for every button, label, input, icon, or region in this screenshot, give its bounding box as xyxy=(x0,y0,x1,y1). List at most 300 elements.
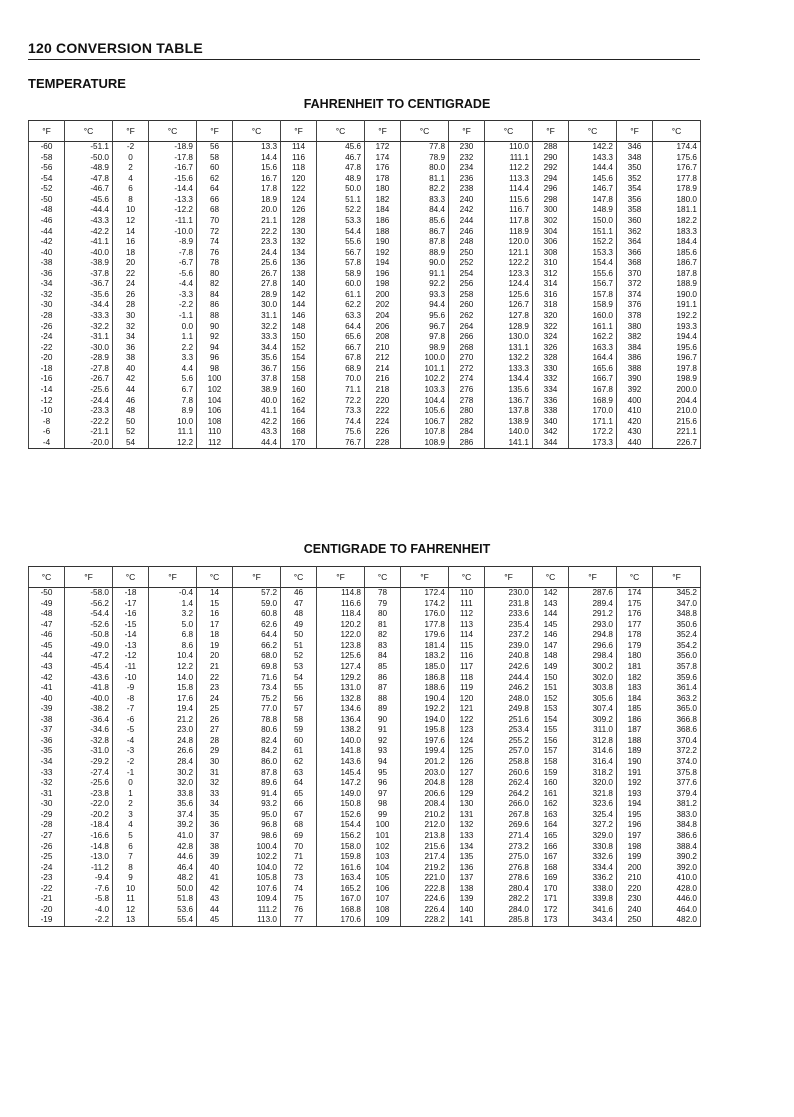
anchor-cell: 210 xyxy=(617,873,653,884)
anchor-cell: 270 xyxy=(449,353,485,364)
anchor-cell: 53 xyxy=(281,662,317,673)
anchor-cell: -21 xyxy=(29,894,65,905)
value-cell: 186.8 xyxy=(401,673,449,684)
value-cell: -31.0 xyxy=(65,746,113,757)
anchor-cell: 109 xyxy=(365,915,401,926)
anchor-cell: 62 xyxy=(281,757,317,768)
anchor-cell: -48 xyxy=(29,205,65,216)
value-cell: -54.4 xyxy=(65,609,113,620)
column-header: °C xyxy=(149,121,197,142)
value-cell: 354.2 xyxy=(653,641,701,652)
value-cell: -13.0 xyxy=(65,852,113,863)
anchor-cell: 168 xyxy=(281,427,317,438)
anchor-cell: -24 xyxy=(29,863,65,874)
value-cell: 183.3 xyxy=(653,227,701,238)
value-cell: -15.6 xyxy=(149,174,197,185)
anchor-cell: -60 xyxy=(29,142,65,153)
anchor-cell: 256 xyxy=(449,279,485,290)
value-cell: 140.0 xyxy=(317,736,365,747)
value-cell: 282.2 xyxy=(485,894,533,905)
anchor-cell: 62 xyxy=(197,174,233,185)
value-cell: 100.4 xyxy=(233,842,281,853)
value-cell: 124.4 xyxy=(485,279,533,290)
table-row xyxy=(29,820,701,831)
anchor-cell: 24 xyxy=(197,694,233,705)
anchor-cell: 32 xyxy=(197,778,233,789)
value-cell: 145.4 xyxy=(317,768,365,779)
anchor-cell: 80 xyxy=(365,609,401,620)
value-cell: 15.8 xyxy=(149,683,197,694)
anchor-cell: 100 xyxy=(365,820,401,831)
value-cell: 39.2 xyxy=(149,820,197,831)
value-cell: 148.9 xyxy=(569,205,617,216)
value-cell: -7.8 xyxy=(149,248,197,259)
table-row xyxy=(29,248,701,259)
anchor-cell: 96 xyxy=(365,778,401,789)
value-cell: 46.7 xyxy=(317,153,365,164)
value-cell: 357.8 xyxy=(653,662,701,673)
value-cell: 131.0 xyxy=(317,683,365,694)
value-cell: 44.6 xyxy=(149,852,197,863)
value-cell: 56.7 xyxy=(317,248,365,259)
value-cell: 52.2 xyxy=(317,205,365,216)
value-cell: -41.1 xyxy=(65,237,113,248)
anchor-cell: -41 xyxy=(29,683,65,694)
value-cell: 82.2 xyxy=(401,184,449,195)
anchor-cell: 171 xyxy=(533,894,569,905)
column-header: °F xyxy=(29,121,65,142)
anchor-cell: 336 xyxy=(533,396,569,407)
value-cell: 336.2 xyxy=(569,873,617,884)
value-cell: 258.8 xyxy=(485,757,533,768)
value-cell: 323.6 xyxy=(569,799,617,810)
anchor-cell: -24 xyxy=(29,332,65,343)
value-cell: 289.4 xyxy=(569,599,617,610)
anchor-cell: -32 xyxy=(29,290,65,301)
value-cell: 386.6 xyxy=(653,831,701,842)
value-cell: 379.4 xyxy=(653,789,701,800)
anchor-cell: 54 xyxy=(113,438,149,449)
anchor-cell: 384 xyxy=(617,343,653,354)
value-cell: 284.0 xyxy=(485,905,533,916)
anchor-cell: -16 xyxy=(29,374,65,385)
anchor-cell: -49 xyxy=(29,599,65,610)
value-cell: 55.6 xyxy=(317,237,365,248)
anchor-cell: 31 xyxy=(197,768,233,779)
anchor-cell: 274 xyxy=(449,374,485,385)
value-cell: 62.6 xyxy=(233,620,281,631)
value-cell: -37.8 xyxy=(65,269,113,280)
value-cell: 58.9 xyxy=(317,269,365,280)
value-cell: 242.6 xyxy=(485,662,533,673)
anchor-cell: 4 xyxy=(113,820,149,831)
anchor-cell: 161 xyxy=(533,789,569,800)
anchor-cell: 112 xyxy=(449,609,485,620)
anchor-cell: 166 xyxy=(533,842,569,853)
anchor-cell: 146 xyxy=(281,311,317,322)
table-row xyxy=(29,778,701,789)
value-cell: -31.1 xyxy=(65,332,113,343)
value-cell: 305.6 xyxy=(569,694,617,705)
anchor-cell: 200 xyxy=(617,863,653,874)
value-cell: -45.4 xyxy=(65,662,113,673)
anchor-cell: -11 xyxy=(113,662,149,673)
anchor-cell: 51 xyxy=(281,641,317,652)
value-cell: 35.6 xyxy=(149,799,197,810)
anchor-cell: 186 xyxy=(365,216,401,227)
anchor-cell: 65 xyxy=(281,789,317,800)
anchor-cell: 148 xyxy=(281,322,317,333)
table-row xyxy=(29,374,701,385)
anchor-cell: 44 xyxy=(197,905,233,916)
value-cell: 185.0 xyxy=(401,662,449,673)
value-cell: 26.7 xyxy=(233,269,281,280)
anchor-cell: 181 xyxy=(617,662,653,673)
anchor-cell: -23 xyxy=(29,873,65,884)
anchor-cell: -10 xyxy=(113,673,149,684)
value-cell: 1.4 xyxy=(149,599,197,610)
anchor-cell: 193 xyxy=(617,789,653,800)
anchor-cell: 272 xyxy=(449,364,485,375)
value-cell: 197.6 xyxy=(401,736,449,747)
anchor-cell: 374 xyxy=(617,290,653,301)
value-cell: 8.6 xyxy=(149,641,197,652)
anchor-cell: 314 xyxy=(533,279,569,290)
anchor-cell: 60 xyxy=(281,736,317,747)
value-cell: -43.6 xyxy=(65,673,113,684)
column-header: °F xyxy=(365,121,401,142)
anchor-cell: 168 xyxy=(533,863,569,874)
anchor-cell: -42 xyxy=(29,237,65,248)
anchor-cell: -36 xyxy=(29,736,65,747)
value-cell: 143.6 xyxy=(317,757,365,768)
value-cell: 18.9 xyxy=(233,195,281,206)
value-cell: 269.6 xyxy=(485,820,533,831)
value-cell: -47.8 xyxy=(65,174,113,185)
anchor-cell: 94 xyxy=(197,343,233,354)
anchor-cell: 226 xyxy=(365,427,401,438)
anchor-cell: 78 xyxy=(197,258,233,269)
anchor-cell: 92 xyxy=(197,332,233,343)
anchor-cell: 114 xyxy=(281,142,317,153)
value-cell: 134.4 xyxy=(485,374,533,385)
value-cell: 122.2 xyxy=(485,258,533,269)
anchor-cell: 254 xyxy=(449,269,485,280)
value-cell: 129.2 xyxy=(317,673,365,684)
anchor-cell: 152 xyxy=(281,343,317,354)
value-cell: 36.7 xyxy=(233,364,281,375)
anchor-cell: 16 xyxy=(113,237,149,248)
table-row xyxy=(29,385,701,396)
anchor-cell: -30 xyxy=(29,799,65,810)
anchor-cell: 202 xyxy=(365,300,401,311)
value-cell: 251.6 xyxy=(485,715,533,726)
value-cell: 114.8 xyxy=(317,588,365,599)
value-cell: 68.0 xyxy=(233,651,281,662)
anchor-cell: 149 xyxy=(533,662,569,673)
anchor-cell: 320 xyxy=(533,311,569,322)
anchor-cell: 206 xyxy=(365,322,401,333)
anchor-cell: 0 xyxy=(113,153,149,164)
column-header: °C xyxy=(281,567,317,588)
anchor-cell: 68 xyxy=(197,205,233,216)
anchor-cell: 370 xyxy=(617,269,653,280)
value-cell: 275.0 xyxy=(485,852,533,863)
value-cell: 89.6 xyxy=(233,778,281,789)
value-cell: 82.4 xyxy=(233,736,281,747)
anchor-cell: -7 xyxy=(113,704,149,715)
value-cell: 372.2 xyxy=(653,746,701,757)
value-cell: 194.4 xyxy=(653,332,701,343)
c-to-f-title: CENTIGRADE TO FAHRENHEIT xyxy=(303,542,491,556)
value-cell: 110.0 xyxy=(485,142,533,153)
anchor-cell: 342 xyxy=(533,427,569,438)
anchor-cell: -20 xyxy=(29,905,65,916)
value-cell: -36.7 xyxy=(65,279,113,290)
value-cell: 8.9 xyxy=(149,406,197,417)
anchor-cell: -26 xyxy=(29,322,65,333)
anchor-cell: 164 xyxy=(533,820,569,831)
table-header-row xyxy=(29,567,701,588)
value-cell: 2.2 xyxy=(149,343,197,354)
column-header: °F xyxy=(65,567,113,588)
anchor-cell: -39 xyxy=(29,704,65,715)
anchor-cell: 126 xyxy=(281,205,317,216)
anchor-cell: 75 xyxy=(281,894,317,905)
anchor-cell: 224 xyxy=(365,417,401,428)
anchor-cell: 216 xyxy=(365,374,401,385)
value-cell: 138.2 xyxy=(317,725,365,736)
value-cell: 302.0 xyxy=(569,673,617,684)
value-cell: 24.8 xyxy=(149,736,197,747)
table-row xyxy=(29,651,701,662)
value-cell: 226.4 xyxy=(401,905,449,916)
anchor-cell: 236 xyxy=(449,174,485,185)
anchor-cell: 222 xyxy=(365,406,401,417)
value-cell: 62.2 xyxy=(317,300,365,311)
anchor-cell: -28 xyxy=(29,311,65,322)
anchor-cell: 98 xyxy=(197,364,233,375)
anchor-cell: 220 xyxy=(617,884,653,895)
value-cell: 47.8 xyxy=(317,163,365,174)
value-cell: 291.2 xyxy=(569,609,617,620)
anchor-cell: -56 xyxy=(29,163,65,174)
anchor-cell: 43 xyxy=(197,894,233,905)
anchor-cell: 22 xyxy=(113,269,149,280)
anchor-cell: 112 xyxy=(197,438,233,449)
value-cell: 145.6 xyxy=(569,174,617,185)
value-cell: 75.6 xyxy=(317,427,365,438)
anchor-cell: 188 xyxy=(617,736,653,747)
anchor-cell: -46 xyxy=(29,630,65,641)
anchor-cell: 46 xyxy=(113,396,149,407)
anchor-cell: 116 xyxy=(281,153,317,164)
value-cell: 34.4 xyxy=(233,343,281,354)
value-cell: 100.0 xyxy=(401,353,449,364)
value-cell: -17.8 xyxy=(149,153,197,164)
value-cell: 194.0 xyxy=(401,715,449,726)
value-cell: 95.0 xyxy=(233,810,281,821)
value-cell: -35.6 xyxy=(65,290,113,301)
anchor-cell: 156 xyxy=(533,736,569,747)
anchor-cell: 157 xyxy=(533,746,569,757)
value-cell: 341.6 xyxy=(569,905,617,916)
value-cell: 196.7 xyxy=(653,353,701,364)
value-cell: 392.0 xyxy=(653,863,701,874)
anchor-cell: 440 xyxy=(617,438,653,449)
anchor-cell: 30 xyxy=(197,757,233,768)
anchor-cell: 21 xyxy=(197,662,233,673)
value-cell: 103.3 xyxy=(401,385,449,396)
value-cell: 136.7 xyxy=(485,396,533,407)
value-cell: 83.3 xyxy=(401,195,449,206)
table-row xyxy=(29,396,701,407)
value-cell: 257.0 xyxy=(485,746,533,757)
anchor-cell: 158 xyxy=(281,374,317,385)
anchor-cell: -22 xyxy=(29,884,65,895)
value-cell: 181.1 xyxy=(653,205,701,216)
anchor-cell: 7 xyxy=(113,852,149,863)
value-cell: 215.6 xyxy=(653,417,701,428)
anchor-cell: 264 xyxy=(449,322,485,333)
anchor-cell: 6 xyxy=(113,184,149,195)
value-cell: 37.4 xyxy=(149,810,197,821)
value-cell: 54.4 xyxy=(317,227,365,238)
table-row xyxy=(29,258,701,269)
anchor-cell: 159 xyxy=(533,768,569,779)
value-cell: -11.2 xyxy=(65,863,113,874)
value-cell: 192.2 xyxy=(653,311,701,322)
anchor-cell: 96 xyxy=(197,353,233,364)
anchor-cell: -40 xyxy=(29,248,65,259)
value-cell: 98.6 xyxy=(233,831,281,842)
anchor-cell: -25 xyxy=(29,852,65,863)
value-cell: 140.0 xyxy=(485,427,533,438)
value-cell: 172.4 xyxy=(401,588,449,599)
anchor-cell: -9 xyxy=(113,683,149,694)
value-cell: -1.1 xyxy=(149,311,197,322)
anchor-cell: -22 xyxy=(29,343,65,354)
value-cell: 20.0 xyxy=(233,205,281,216)
value-cell: 3.3 xyxy=(149,353,197,364)
value-cell: -29.2 xyxy=(65,757,113,768)
anchor-cell: 90 xyxy=(197,322,233,333)
anchor-cell: 16 xyxy=(197,609,233,620)
anchor-cell: 250 xyxy=(617,915,653,926)
value-cell: 161.1 xyxy=(569,322,617,333)
anchor-cell: 124 xyxy=(281,195,317,206)
value-cell: 65.6 xyxy=(317,332,365,343)
value-cell: 224.6 xyxy=(401,894,449,905)
anchor-cell: 218 xyxy=(365,385,401,396)
value-cell: 161.6 xyxy=(317,863,365,874)
table-row xyxy=(29,641,701,652)
anchor-cell: 30 xyxy=(113,311,149,322)
anchor-cell: 131 xyxy=(449,810,485,821)
anchor-cell: 74 xyxy=(281,884,317,895)
anchor-cell: 32 xyxy=(113,322,149,333)
value-cell: 91.1 xyxy=(401,269,449,280)
anchor-cell: 64 xyxy=(281,778,317,789)
value-cell: 325.4 xyxy=(569,810,617,821)
anchor-cell: 189 xyxy=(617,746,653,757)
anchor-cell: -6 xyxy=(113,715,149,726)
anchor-cell: 138 xyxy=(281,269,317,280)
value-cell: 296.6 xyxy=(569,641,617,652)
anchor-cell: 119 xyxy=(449,683,485,694)
anchor-cell: 122 xyxy=(449,715,485,726)
anchor-cell: 108 xyxy=(197,417,233,428)
anchor-cell: 286 xyxy=(449,438,485,449)
table-row xyxy=(29,353,701,364)
anchor-cell: 8 xyxy=(113,863,149,874)
anchor-cell: 104 xyxy=(197,396,233,407)
anchor-cell: 93 xyxy=(365,746,401,757)
anchor-cell: 27 xyxy=(197,725,233,736)
value-cell: 176.7 xyxy=(653,163,701,174)
value-cell: 48.9 xyxy=(317,174,365,185)
anchor-cell: -1 xyxy=(113,768,149,779)
anchor-cell: 84 xyxy=(365,651,401,662)
anchor-cell: -31 xyxy=(29,789,65,800)
value-cell: 365.0 xyxy=(653,704,701,715)
anchor-cell: 362 xyxy=(617,227,653,238)
value-cell: 66.7 xyxy=(317,343,365,354)
anchor-cell: 246 xyxy=(449,227,485,238)
value-cell: -22.2 xyxy=(65,417,113,428)
value-cell: 127.8 xyxy=(485,311,533,322)
anchor-cell: 97 xyxy=(365,789,401,800)
anchor-cell: 101 xyxy=(365,831,401,842)
anchor-cell: 15 xyxy=(197,599,233,610)
anchor-cell: -26 xyxy=(29,842,65,853)
anchor-cell: 54 xyxy=(281,673,317,684)
value-cell: 1.1 xyxy=(149,332,197,343)
value-cell: 38.9 xyxy=(233,385,281,396)
value-cell: 345.2 xyxy=(653,588,701,599)
anchor-cell: 182 xyxy=(617,673,653,684)
table-row xyxy=(29,746,701,757)
value-cell: -33.3 xyxy=(65,311,113,322)
anchor-cell: 63 xyxy=(281,768,317,779)
value-cell: 116.7 xyxy=(485,205,533,216)
value-cell: 221.0 xyxy=(401,873,449,884)
anchor-cell: 163 xyxy=(533,810,569,821)
anchor-cell: 250 xyxy=(449,248,485,259)
anchor-cell: 102 xyxy=(365,842,401,853)
value-cell: 198.9 xyxy=(653,374,701,385)
value-cell: 366.8 xyxy=(653,715,701,726)
value-cell: 152.6 xyxy=(317,810,365,821)
table-row xyxy=(29,216,701,227)
anchor-cell: 386 xyxy=(617,353,653,364)
value-cell: 42.8 xyxy=(149,842,197,853)
anchor-cell: -27 xyxy=(29,831,65,842)
value-cell: 314.6 xyxy=(569,746,617,757)
anchor-cell: 79 xyxy=(365,599,401,610)
value-cell: 41.1 xyxy=(233,406,281,417)
anchor-cell: -18 xyxy=(113,588,149,599)
table-row xyxy=(29,662,701,673)
anchor-cell: 14 xyxy=(113,227,149,238)
value-cell: 88.9 xyxy=(401,248,449,259)
value-cell: 352.4 xyxy=(653,630,701,641)
anchor-cell: 160 xyxy=(281,385,317,396)
value-cell: 264.2 xyxy=(485,789,533,800)
value-cell: 105.8 xyxy=(233,873,281,884)
anchor-cell: 260 xyxy=(449,300,485,311)
anchor-cell: 194 xyxy=(617,799,653,810)
